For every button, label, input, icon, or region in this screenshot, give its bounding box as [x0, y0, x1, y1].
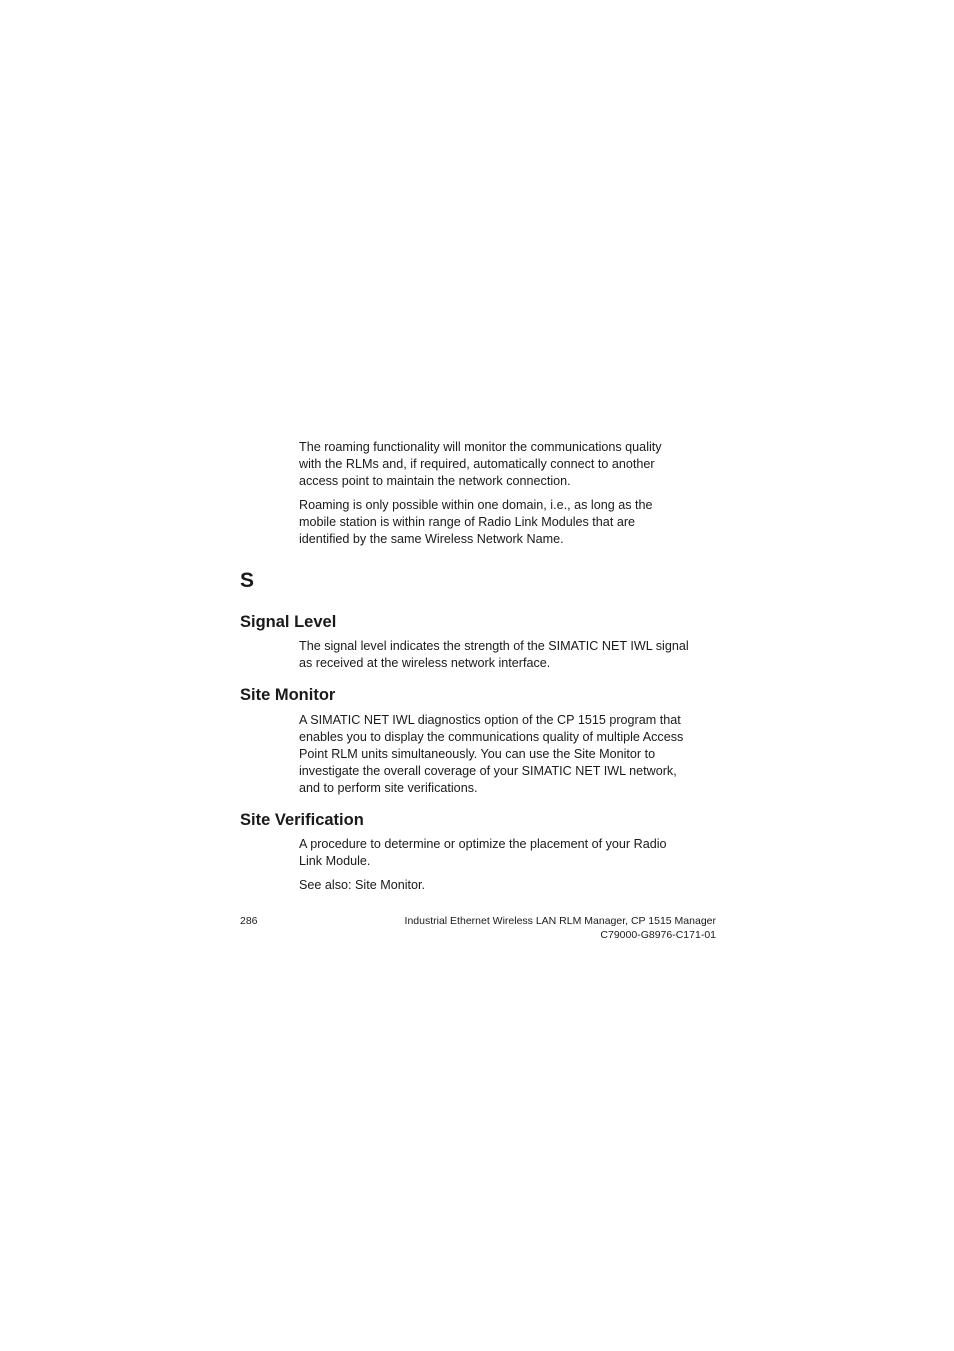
intro-paragraph-1 [299, 439, 724, 490]
footer-document-info [405, 914, 716, 942]
text-line: Point RLM units simultaneously. You can use the Site Monitor to [299, 747, 656, 761]
text-line: mobile station is within range of Radio Link Modules that are [299, 515, 636, 529]
text-line: Link Module. [299, 854, 371, 868]
see-also-text: See also: Site Monitor. [299, 878, 426, 892]
footer-title: Industrial Ethernet Wireless LAN RLM Manager, CP 1515 Manager [404, 915, 716, 927]
see-also-site-verification [299, 877, 724, 894]
intro-paragraph-2 [299, 497, 724, 548]
footer-doc-id: C79000-G8976-C171-01 [600, 929, 716, 941]
page-number: 286 [240, 915, 258, 927]
section-letter-heading: S [240, 569, 255, 592]
text-line: enables you to display the communications quality of multiple Access [299, 730, 684, 744]
text-line: and to perform site verifications. [299, 781, 478, 795]
text-line: as received at the wireless network interface. [299, 656, 551, 670]
text-line: The signal level indicates the strength of the SIMATIC NET IWL signal [299, 639, 689, 653]
definition-site-monitor [299, 712, 724, 797]
text-line: A procedure to determine or optimize the placement of your Radio [299, 837, 667, 851]
text-line: identified by the same Wireless Network Name. [299, 532, 564, 546]
term-site-verification: Site Verification [240, 811, 364, 829]
text-line: Roaming is only possible within one domain, i.e., as long as the [299, 498, 653, 512]
term-signal-level: Signal Level [240, 613, 337, 631]
term-site-monitor: Site Monitor [240, 686, 336, 704]
definition-site-verification [299, 836, 724, 870]
text-line: The roaming functionality will monitor the communications quality [299, 440, 662, 454]
text-line: A SIMATIC NET IWL diagnostics option of the CP 1515 program that [299, 713, 681, 727]
definition-signal-level [299, 638, 724, 672]
text-line: with the RLMs and, if required, automatically connect to another [299, 457, 655, 471]
text-line: access point to maintain the network connection. [299, 474, 571, 488]
text-line: investigate the overall coverage of your SIMATIC NET IWL network, [299, 764, 677, 778]
